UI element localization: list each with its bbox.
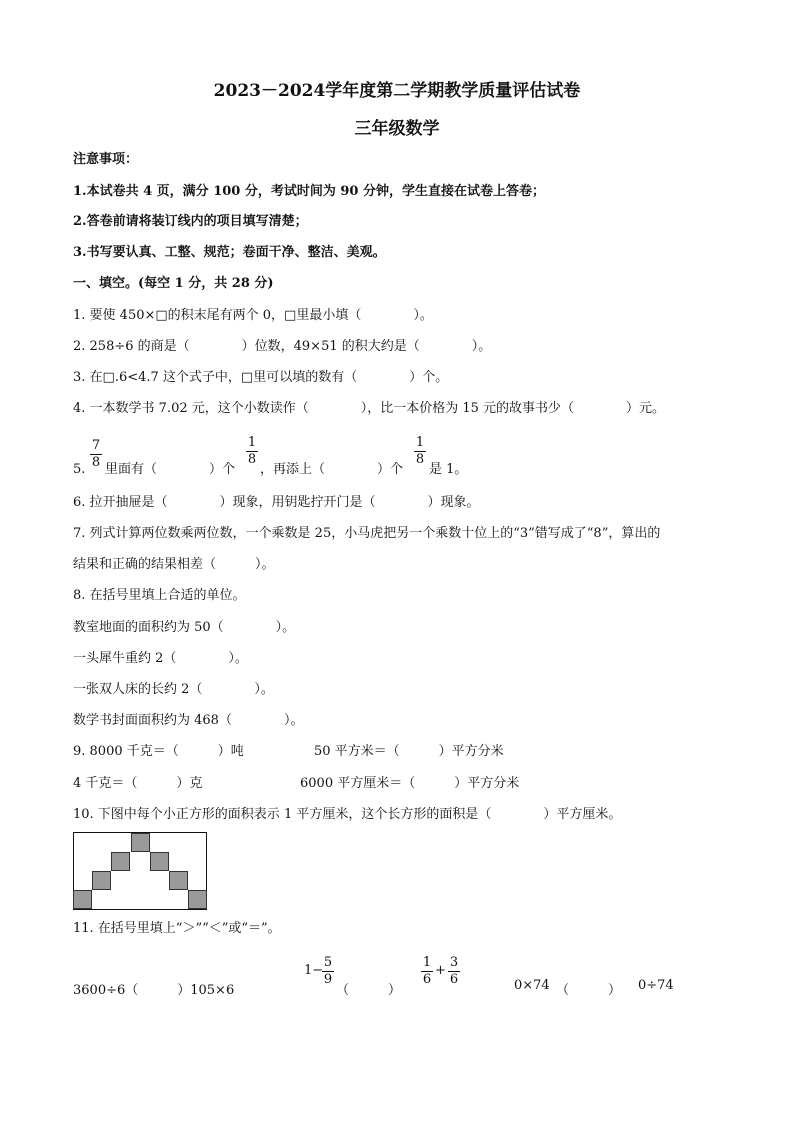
question-8-item-2: 一头犀牛重约 2（ ）。 [73,651,248,666]
shaded-square [188,890,207,909]
question-11-item-d-right: 0÷74 [638,978,674,993]
question-11-item-b-fraction [322,956,334,987]
question-7-line-2: 结果和正确的结果相差（ ）。 [73,557,275,572]
question-9-d: 6000 平方厘米＝（ ）平方分米 [300,776,520,791]
question-8-item-4: 数学书封面面积约为 468（ ）。 [73,713,304,728]
shaded-square [111,852,130,871]
question-9-a: 9. 8000 千克＝（ ）吨 [73,744,244,759]
fraction-denominator: 6 [422,972,432,987]
question-10: 10. 下图中每个小正方形的面积表示 1 平方厘米，这个长方形的面积是（ ）平方厘米。 [73,807,622,822]
shaded-square [131,833,150,852]
question-7-line-1: 7. 列式计算两位数乘两位数，一个乘数是 25，小马虎把另一个乘数十位上的“3”错写成了“8”，算出的 [73,526,661,541]
page-subtitle: 三年级数学 [354,119,440,139]
shaded-square [73,890,92,909]
question-8-item-1: 教室地面的面积约为 50（ ）。 [73,620,296,635]
fraction-numerator: 1 [422,955,432,970]
question-9-b: 50 平方米＝（ ）平方分米 [314,744,504,759]
question-11-heading: 11. 在括号里填上“＞”“＜”或“＝”。 [73,921,281,936]
fraction-numerator: 1 [247,435,257,450]
fraction-denominator: 6 [449,972,459,987]
question-2: 2. 258÷6 的商是（ ）位数，49×51 的积大约是（ ）。 [73,339,492,354]
fraction-numerator: 1 [415,435,425,450]
question-5-fraction-1 [90,439,102,470]
notice-item-2: 2.答卷前请将装订线内的项目填写清楚； [73,214,308,229]
question-11-item-d-paren: （ ） [556,983,622,998]
fraction-numerator: 3 [449,955,459,970]
question-11-item-b-one: 1− [304,963,324,978]
notice-item-3: 3.书写要认真、工整、规范；卷面干净、整洁、美观。 [73,245,386,260]
fraction-denominator: 8 [415,452,425,467]
page-title: 2023－2024学年度第二学期教学质量评估试卷 [213,81,581,101]
question-9-c: 4 千克＝（ ）克 [73,776,203,791]
question-11-item-c-fraction-1 [421,956,433,987]
section-heading: 一、填空。(每空 1 分，共 28 分) [73,276,274,291]
question-11-item-c-plus: + [435,963,446,978]
question-4: 4. 一本数学书 7.02 元，这个小数读作（ ），比一本价格为 15 元的故事书少（ ）元。 [73,401,666,416]
question-5-text-3: 是 1。 [429,462,468,477]
question-11-item-c-fraction-2 [448,956,460,987]
shaded-square [150,852,169,871]
shaded-square [92,871,111,890]
question-5-text-1: 里面有（ ）个 [105,462,236,477]
fraction-denominator: 8 [247,452,257,467]
question-5-fraction-3 [414,436,426,467]
fraction-denominator: 9 [323,972,333,987]
question-6: 6. 拉开抽屉是（ ）现象，用钥匙拧开门是（ ）现象。 [73,495,480,510]
question-10-grid-figure [73,832,207,910]
notice-heading: 注意事项： [73,152,139,167]
question-11-item-a: 3600÷6（ ）105×6 [73,983,235,998]
question-5-fraction-2 [246,436,258,467]
question-3: 3. 在□.6<4.7 这个式子中，□里可以填的数有（ ）个。 [73,370,449,385]
fraction-numerator: 5 [323,955,333,970]
question-8-heading: 8. 在括号里填上合适的单位。 [73,588,246,603]
question-1: 1. 要使 450×□的积末尾有两个 0，□里最小填（ ）。 [73,308,433,323]
notice-item-1: 1.本试卷共 4 页，满分 100 分，考试时间为 90 分钟，学生直接在试卷上答卷； [73,184,545,199]
question-5-text-2: ，再添上（ ）个 [260,462,404,477]
question-11-item-d-left: 0×74 [514,978,550,993]
question-11-item-b-paren: （ ） [336,983,402,998]
fraction-numerator: 7 [91,438,101,453]
fraction-denominator: 8 [91,455,101,470]
shaded-square [169,871,188,890]
question-5-prefix: 5. [73,462,86,477]
question-8-item-3: 一张双人床的长约 2（ ）。 [73,682,274,697]
